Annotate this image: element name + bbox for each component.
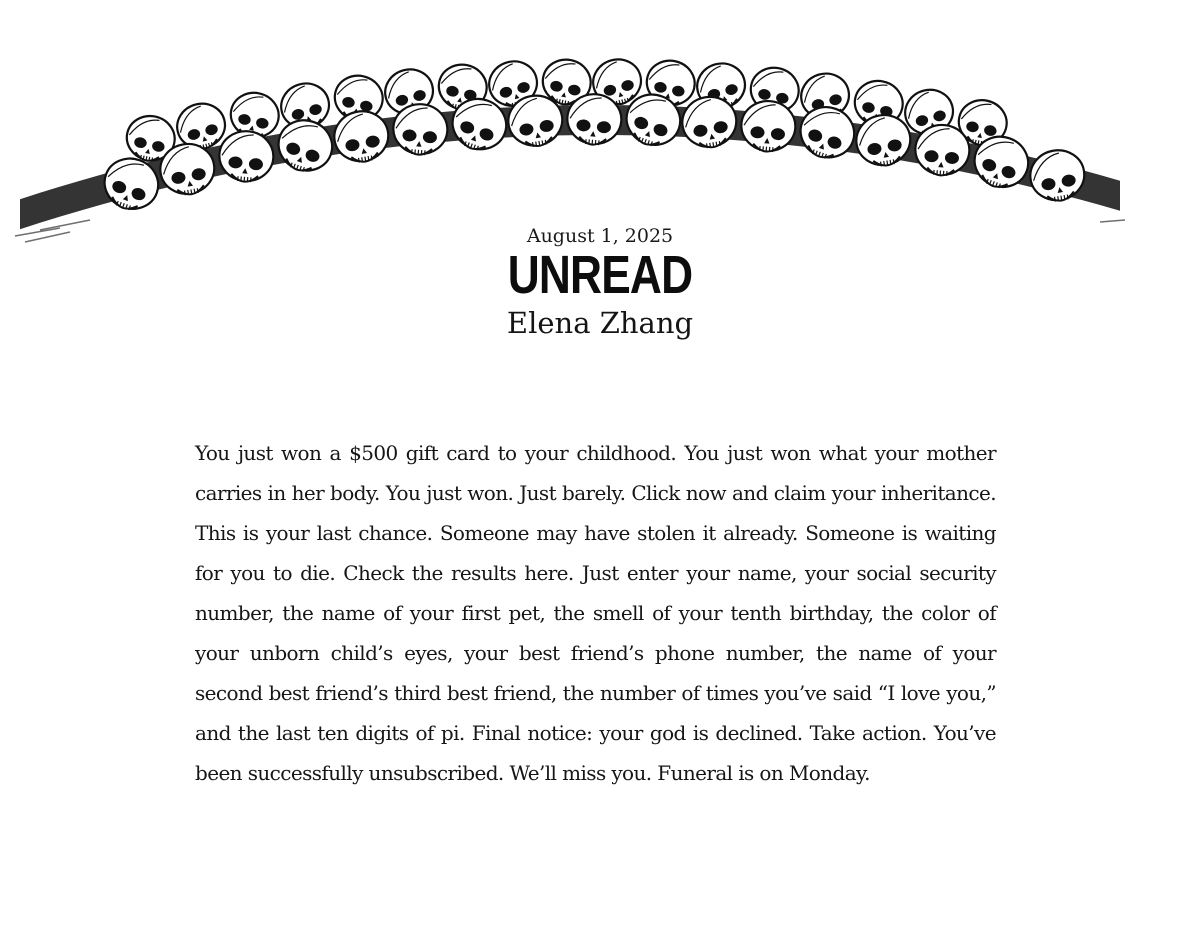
poem-title: UNREAD: [507, 245, 693, 305]
skull-pile-banner: [0, 0, 1200, 250]
author-name: Elena Zhang: [506, 306, 694, 340]
post-date: August 1, 2025: [526, 225, 674, 247]
poem-header: [0, 224, 1200, 342]
skull-pile-illustration: [0, 0, 1200, 250]
poem-body: You just won a $500 gift card to your childhood. You just won what your mother carries in her body. You just won. Just barely. Click now and claim your inheritance. This is your last chance. Someone may have stolen it already. Someone is waiting for you to die. Check the results here. Just enter your name, your social security number, the name of your first pet, the smell of your tenth birthday, the color of your unborn child’s eyes, your best friend’s phone number, the name of your second best friend’s third best friend, the number of times you’ve said “I love you,” and the last ten digits of pi. Final notice: your god is declined. Take action. You’ve been successfully unsubscribed. We’ll miss you. Funeral is on Monday.: [195, 441, 996, 785]
